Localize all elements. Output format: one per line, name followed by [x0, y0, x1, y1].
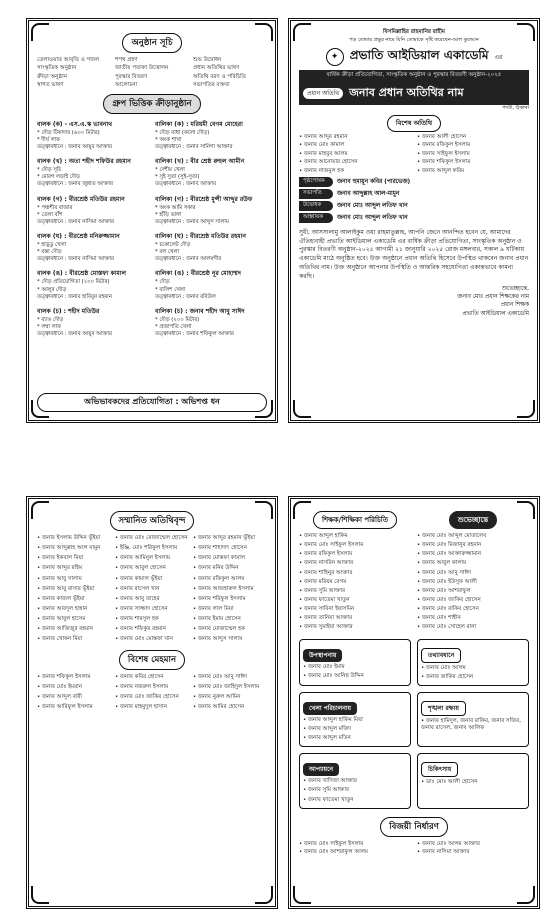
roles-list: [299, 177, 529, 223]
committee-member: • জনাব মোঃ আনিছ উদ্দিন: [303, 673, 407, 680]
guest-name: • জনাব মোস্তফা কামাল: [193, 555, 267, 562]
guest-name: • জনাব খোকন মিয়া: [37, 636, 111, 643]
committee-box: [299, 639, 411, 686]
group-line: * মোরগ লড়াই দৌড়: [37, 174, 80, 181]
guest-name: • জনাব আজিজুর রহমান: [37, 626, 111, 633]
guest-name: • জনাব আবদুল হান্নান: [37, 606, 111, 613]
bismillah: বিসমিল্লাহির রাহমানির রাহীম: [383, 29, 445, 35]
committee-title: শৃঙ্খলা রক্ষায়: [421, 701, 466, 716]
guest-name: • জনাব আবুল হাসেম: [37, 616, 111, 623]
group-line: তত্ত্বাবধানে : জনাব নাসিমা আক্তার: [37, 256, 114, 263]
wish-name: • জনাব মোঃ শাহীন: [417, 615, 529, 622]
committee-box: [417, 639, 529, 686]
group-head: বালিকা (গ) : বীরশ্রেষ্ঠ মুন্সী আব্দুর রউফ: [155, 195, 253, 203]
special-guest-name: • জনাব নুরুল আমিন: [193, 694, 267, 701]
ornament-corner: [293, 886, 311, 904]
guest-name: • জনাব শাহাদাৎ হোসেন: [193, 545, 267, 552]
judge-name: • জনাব মোঃ আশরাফুল আলম: [299, 849, 411, 856]
special-guest-name: • জনাব মোঃ জাহিদুল ইসলাম: [193, 684, 267, 691]
committee-title: তথ্যাবধানে: [421, 648, 461, 663]
group-cell: [155, 194, 267, 226]
guest-name: • জনাব ইমাম হোসেন: [193, 616, 267, 623]
special-guest: • জনাব মোঃ কামাল: [299, 142, 411, 149]
group-line: তত্ত্বাবধানে : জনাব আয়ুব আক্তার: [37, 143, 112, 150]
teacher-name: • জনাব নাসরিন আক্তার: [299, 560, 411, 567]
teacher-name: • জনাব শাহিনুর আক্তার: [299, 570, 411, 577]
group-head: বালক (ঘ) : বীরশ্রেষ্ঠ মনিরুজ্জামান: [37, 232, 120, 240]
wish-name: • জনাব মোঃ ইউসুফ আলী: [417, 579, 529, 586]
signature-block: [299, 285, 529, 317]
sign-line: প্রভাতি আইডিয়াল একাডেমি: [462, 310, 529, 317]
committee-member: • জনাব আব্দুল মজিদ: [303, 726, 407, 733]
role-row: [299, 201, 529, 211]
guest-name: • জনাব শফিকুর রহমান: [115, 626, 189, 633]
teacher-name: • জনাব রফিকুল ইসলাম: [299, 551, 411, 558]
special-guest: • জনাব সাইফুল ইসলাম: [417, 151, 529, 158]
special-guest-name: • জনাব শফিকুল ইসলাম: [37, 674, 111, 681]
guest-name: • জনাব ইসলাম উদ্দিন ভূঁইয়া: [37, 535, 111, 542]
group-head: বালক (ক) - এস.এ.স্ক ভাবনাথ: [37, 120, 113, 128]
schedule-item: শপথ গ্রহণ: [115, 57, 138, 63]
teacher-name: • জনাব সুমি আক্তার: [299, 588, 411, 595]
group-row: [37, 194, 267, 226]
special-guest-name: • জনাব আমির হোসেন: [193, 704, 267, 711]
committee-member: • জনাব জাকির হোসেন: [421, 674, 525, 681]
group-cell: [37, 231, 149, 263]
committee-member: • জনাব ফাতেমা খাতুন: [303, 797, 407, 804]
committee-box: [299, 692, 411, 747]
group-cell: [37, 306, 149, 338]
wish-name: • জনাব মোঃ জাকির হোসেন: [417, 597, 529, 604]
invitation-page: [288, 18, 540, 423]
invitation-letter: সুধী, আসসালামু আলাইকুম ওয়া রাহমাতুল্লাহ, আপনি জেনে আনন্দিত হবেন যে, আমাদের ঐতিহ্যবাহী প্রভাতি আইডিয়াল একাডেমি এর বার্ষিক ক্রীড়া প্রতিযোগিতা, সাংস্কৃতিক অনুষ্ঠান ও পুরস্কার বিতরণী অনুষ্ঠান-২০২৫ আগামী ২১ জানুয়ারি ২০২৫ রোজ মঙ্গলবার, সকাল ৯ ঘটিকায় একাডেমি মাঠে অনুষ্ঠিত হবে। উক্ত অনুষ্ঠানে প্রধান অতিথি হিসেবে উপস্থিত থাকবেন জনাব প্রধান অতিথির নাম। উক্ত অনুষ্ঠানে আপনার উপস্থিতি ও আন্তরিক সহযোগিতা একান্তভাবে কামনা করছি।: [299, 229, 529, 280]
committee-member: • জনাব খাদিজা আক্তার: [303, 778, 407, 785]
group-head: বালক (ঙ) : বীরশ্রেষ্ঠ মোস্তফা কামাল: [37, 270, 126, 278]
wish-name: • জনাব মোঃ মিজানুর রহমান: [417, 542, 529, 549]
role-row: [299, 189, 529, 199]
chief-guest-sub: পদবী, ঠিকানা: [502, 105, 529, 111]
committee-member: • ডাঃ মোঃ আলী হোসেন: [421, 779, 525, 786]
ornament-corner: [293, 400, 311, 418]
wish-name: • জনাব মোঃ আক্তারুজ্জামান: [417, 551, 529, 558]
group-line: * বালিশ খেলা: [155, 286, 186, 293]
sign-line: শুভেচ্ছান্তে,: [502, 286, 529, 293]
group-line: তত্ত্বাবধানে : জনাব আব্দুস সালাম: [155, 218, 229, 225]
schedule-item: অতিথি বরণ ও পরিচিতি: [193, 73, 246, 80]
committee-boxes: [299, 634, 529, 809]
group-line: * দৌড় প্রতিযোগিতা (২০০ মিটার): [37, 279, 110, 286]
group-line: তত্ত্বাবধানে : জনাব রবিউল: [155, 293, 216, 300]
special-guest-name: • জনাব নজরুল ইসলাম: [115, 684, 189, 691]
group-head: বালিকা (ঙ) : বীরশ্রেষ্ঠ নূর মোহাম্মদ: [155, 270, 241, 278]
teacher-name: • জনাব সুমাইয়া আক্তার: [299, 624, 411, 631]
group-row: [37, 306, 267, 338]
teacher-name: • জনাব তানিয়া আক্তার: [299, 615, 411, 622]
special-guest-name: • জনাব আব্দুল বারী: [37, 694, 111, 701]
special-guest: • জনাব আব্দুর রহমান: [299, 134, 411, 141]
group-line: * হাড়ুডু খেলা: [37, 241, 67, 248]
judge-name: • জনাব মোঃ সাইফুল ইসলাম: [299, 841, 411, 848]
special-guests-title: বিশেষ মেহমান: [119, 650, 185, 670]
guest-name: • জনাব আব্দুস সালাম: [193, 636, 267, 643]
wishes-list: [417, 533, 529, 632]
group-cell: [37, 268, 149, 300]
role-value: জনাব মোঃ আব্দুল লতিফ খান: [337, 215, 408, 222]
guest-name: • জনাব মোঃ মোজাম্মেল হোসেন: [115, 535, 189, 542]
group-line: তত্ত্বাবধানে : জনাব জুন্নাত আক্তার: [37, 181, 113, 188]
teacher-name: • জনাব মোঃ সাইফুল ইসলাম: [299, 542, 411, 549]
guest-name: • জনাব আবু বাসার ভূঁইয়া: [37, 586, 111, 593]
guest-name: • ইঞ্জি. মোঃ শরিফুল ইসলাম: [115, 545, 189, 552]
sign-line: প্রধান শিক্ষক: [500, 302, 529, 309]
group-line: তত্ত্বাবধানে : জনাব আয়ুব আক্তার: [37, 331, 112, 338]
wish-name: • জনাব মোঃ রাকিব হোসেন: [417, 606, 529, 613]
guests-page: [26, 496, 278, 909]
schedule-item: স্বাগত ভাষণ: [37, 82, 64, 89]
group-head: বালিকা (ক) : মরিয়মী বেগম মোহেরা: [155, 120, 243, 128]
group-line: * দৌড় সূচি: [37, 167, 62, 174]
special-guest: • জনাব রফিকুল ইসলাম: [417, 142, 529, 149]
wish-name: • জনাব মোঃ আবু সাঈদ: [417, 570, 529, 577]
committee-title: উপস্থাপনায়: [303, 649, 342, 662]
guest-name: • জনাব আব্দুল্লাহ আল মামুন: [37, 545, 111, 552]
group-line: * দৌড়: [155, 279, 170, 286]
group-row: [37, 268, 267, 300]
schedule-item: ক্রীড়া অনুষ্ঠান: [37, 73, 67, 80]
group-line: * আলুর দৌড়: [37, 286, 67, 293]
wish-name: • জনাব মোঃ আব্দুল মোতালেব: [417, 533, 529, 540]
group-cell: [37, 119, 149, 151]
group-row: [37, 119, 267, 151]
group-head: বালিকা (চ) : জনাব শহীদ আবু সাঈদ: [155, 307, 245, 315]
group-title: গ্রুপ ভিত্তিক ক্রীড়ানুষ্ঠান: [103, 94, 200, 114]
committee-member: • জনাব আব্দুল মতিন: [303, 735, 407, 742]
role-row: [299, 177, 529, 187]
guest-name: • জনাব মনির উদ্দিন: [193, 565, 267, 572]
role-label: পৃষ্ঠপোষক: [299, 177, 333, 187]
ornament-corner: [31, 886, 49, 904]
special-guest-name: • জনাব মাহমুদুল হাসান: [115, 704, 189, 711]
guest-name: • জনাব শামসুল হক: [115, 616, 189, 623]
guest-name: • জনাব লাল মিয়া: [193, 606, 267, 613]
guest-name: • জনাব কামাল ভূঁইয়া: [115, 576, 189, 583]
committee-page: [288, 496, 540, 909]
committee-title: আপ্যায়নে: [303, 763, 339, 776]
committee-box: [417, 692, 529, 747]
academy-logo-icon: ✦: [326, 48, 344, 66]
group-line: * দেশীয় খেলা: [155, 167, 185, 174]
group-line: * অংক শাখা: [155, 136, 182, 143]
group-cell: [37, 194, 149, 226]
judges-list: [299, 841, 529, 857]
teacher-name: • জনাব মরিয়ম বেগম: [299, 579, 411, 586]
group-line: * দীর্ঘ লাফ: [37, 136, 60, 143]
judge-name: • জনাব নাসিমা আক্তার: [417, 849, 529, 856]
group-line: * দৌড় টিকাদার (৬০০ মিটার): [37, 129, 100, 136]
schedule-list: [37, 57, 267, 90]
group-line: * প্রজাপতি খেলা: [155, 323, 192, 330]
special-guest: • জনাব আব্দুল করিম: [417, 168, 529, 175]
committee-member: • জনাব মোঃ ইমাম: [303, 664, 407, 671]
guest-name: • জনাব ইকবাল মিয়া: [37, 555, 111, 562]
sign-line: জনাব মোঃ প্রধান শিক্ষকের নাম: [457, 294, 529, 301]
special-guest-name: • জনাব মোঃ জাকির হোসেন: [115, 694, 189, 701]
group-head: বালক (গ) : বীরশ্রেষ্ঠ মতিউর রহমান: [37, 195, 125, 203]
group-cell: [155, 156, 267, 188]
group-line: * অংক আমি সকার: [155, 204, 196, 211]
guest-name: • জনাব আব্দুর রহমান ভূঁইয়া: [193, 535, 267, 542]
ornament-corner: [517, 400, 535, 418]
role-value: জনাব হুমায়ূন কবির (পারভেজ): [337, 179, 411, 186]
committee-box: [299, 753, 411, 808]
ornament-corner: [255, 886, 273, 904]
program-title: অনুষ্ঠান সূচি: [122, 33, 181, 53]
schedule-item: আলোচনা: [115, 82, 138, 89]
honored-guests-list: [37, 535, 267, 646]
committee-title: চিকিৎসায়: [421, 762, 458, 777]
role-label: সভাপতি: [299, 189, 333, 199]
committee-box: [417, 753, 529, 808]
group-cell: [37, 156, 149, 188]
chief-guest-tag: প্রধান অতিথি: [303, 88, 343, 99]
special-guest: • জনাব নাজমুল হক: [299, 168, 411, 175]
teacher-name: • জনাব ফাতেমা খাতুন: [299, 597, 411, 604]
group-line: তত্ত্বাবধানে : জনাব হাবিবুর রহমান: [37, 293, 112, 300]
committee-member: • জনাব সুমি আক্তার: [303, 787, 407, 794]
guest-name: • জনাব মোঃ মোস্তফা খান: [115, 636, 189, 643]
ornament-corner: [293, 501, 311, 519]
verse: পড় তোমার প্রভুর নামে যিনি তোমাকে সৃষ্টি করেছেন-আল কুরআন: [349, 37, 479, 43]
special-guest-name: • জনাব মোঃ আবু সাঈদ: [193, 674, 267, 681]
special-guests-list: [37, 674, 267, 714]
wish-name: • জনাব মোঃ আশরাফুল: [417, 588, 529, 595]
schedule-item: জাতীয় পতাকা উত্তোলন: [115, 65, 169, 72]
judge-name: • জনাব মোঃ আলম আক্তার: [417, 841, 529, 848]
group-head: বালিকা (খ) : বীর শ্রেষ্ঠ রুহুল আমীন: [155, 158, 245, 166]
chief-guest-name: জনাব প্রধান অতিথির নাম: [349, 86, 464, 99]
guest-name: • জনাব আবু তাহের: [115, 596, 189, 603]
role-label: উদ্বোধক: [299, 201, 333, 211]
event-title: বার্ষিক ক্রীড়া প্রতিযোগিতা, সাংস্কৃতিক অনুষ্ঠান ও পুরস্কার বিতরণী অনুষ্ঠান-২০২৫: [299, 70, 529, 82]
guest-name: • জনাব রাসেল খান: [115, 586, 189, 593]
ornament-corner: [293, 23, 311, 41]
group-line: * ব্যাঙ দৌড়: [37, 316, 64, 323]
committee-member: • জনাব আব্দুল হাকিম মিয়া: [303, 717, 407, 724]
guest-name: • জনাব আবু সালাম: [37, 576, 111, 583]
ornament-corner: [517, 23, 535, 41]
academy-name: প্রভাতি আইডিয়াল একাডেমি: [349, 48, 489, 62]
schedule-item: শুভ উদ্বোধন: [193, 57, 222, 63]
group-head: বালিকা (ঘ) : বীরশ্রেষ্ঠ মতিউর রহমান: [155, 232, 246, 240]
committee-member: • জনাব মোঃ আলম: [421, 665, 525, 672]
group-line: * হাঁড়ি ভাঙ্গা: [155, 211, 182, 218]
ornament-corner: [255, 501, 273, 519]
academy-header: [299, 47, 529, 67]
schedule-item: প্রধান অতিথির ভাষণ: [193, 65, 240, 72]
guest-name: • জনাব আবুল হোসেন: [115, 565, 189, 572]
committee-title: খেলা পরিচালনায়: [303, 702, 357, 715]
special-guests-list: [299, 134, 529, 175]
special-guest: • জনাব মাহবুব আলম: [299, 151, 411, 158]
group-line: * চকোলেট দৌড়: [155, 241, 191, 248]
guest-name: • জনাব সাজ্জাদ হোসেন: [115, 606, 189, 613]
special-guest-name: • জনাব আরিফুল ইসলাম: [37, 704, 111, 711]
program-page: [26, 18, 278, 423]
ornament-corner: [517, 501, 535, 519]
special-guest-name: • জনাব মোঃ ইমরান: [37, 684, 111, 691]
group-row: [37, 156, 267, 188]
group-cell: [155, 268, 267, 300]
group-line: * বল খেলা: [155, 249, 180, 256]
group-cell: [155, 119, 267, 151]
schedule-item: পুরস্কার বিতরণ: [115, 73, 148, 80]
teacher-name: • জনাব সাবিনা ইয়াসমিন: [299, 606, 411, 613]
group-cell: [155, 231, 267, 263]
teachers-title: শিক্ষক/শিক্ষিকা পরিচিতি: [313, 511, 397, 529]
guest-name: • জনাব আমিনুল ইসলাম: [115, 555, 189, 562]
chief-guest: [299, 82, 529, 105]
guest-name: • জনাব মোজাম্মেল হক: [193, 626, 267, 633]
group-line: * বস্তা দৌড়: [37, 249, 62, 256]
schedule-item: সাংস্কৃতিক অনুষ্ঠান: [37, 65, 77, 72]
teacher-name: • জনাব আব্দুল হাকিম: [299, 533, 411, 540]
group-line: * দৌড় বাধা (কলো দৌড়): [155, 129, 210, 136]
committee-member: • জনাব হামিদুল, জনাব রাকিব, জনাব সজিব, জনাব রাসেল, জনাব আলিফ: [421, 718, 525, 732]
special-guest: • জনাব আলী হোসেন: [417, 134, 529, 141]
group-cell: [155, 306, 267, 338]
group-line: তত্ত্বাবধানে : জনাব সানিগা আক্তার: [155, 143, 233, 150]
wishes-title: শুভেচ্ছান্তে: [449, 511, 497, 529]
role-row: [299, 213, 529, 223]
judges-title: বিজয়ী নির্ধারণ: [380, 817, 448, 837]
special-guests-title: বিশেষ অতিথি: [387, 115, 441, 132]
parents-competition: অভিভাবকদের প্রতিযোগিতা : অভিশপ্ত ধন: [37, 393, 267, 412]
guest-name: • জনাব কাজল ভূঁইয়া: [37, 596, 111, 603]
guest-name: • জনাব শরিফুল ইসলাম: [193, 596, 267, 603]
role-label: আহ্বায়ক: [299, 213, 333, 223]
group-line: * সুই সুতা (সুই-সুতা): [155, 174, 200, 181]
group-list: [37, 119, 267, 339]
group-head: বালক (চ) : শহীদ মতিউর: [37, 307, 100, 315]
group-line: তত্ত্বাবধানে : জনাব শফিকুল আক্তার: [155, 331, 234, 338]
wish-name: • জনাব আবুল কালাম: [417, 560, 529, 567]
group-line: * তেলা বাঁশ: [37, 211, 63, 218]
honored-guests-title: সম্মানিত অতিথিবৃন্দ: [110, 511, 195, 531]
group-line: তত্ত্বাবধানে : জনাব নাসিমা আক্তার: [37, 218, 114, 225]
guest-name: • জনাব আজহারুল ইসলাম: [193, 586, 267, 593]
group-head: বালক (খ) : অতা শহীদ শফিউর রহমান: [37, 158, 131, 166]
role-value: জনাব আব্দুল্লাহ আল-মামুন: [337, 191, 400, 198]
wish-name: • জনাব মোঃ সোহেল রানা: [417, 624, 529, 631]
group-line: * পঞ্চশীর বাজার: [37, 204, 73, 211]
group-line: * দৌড় (২০০ মিটার): [155, 316, 200, 323]
schedule-item: তেলাওয়াত আবৃতি ও গজল: [37, 57, 100, 63]
group-line: তত্ত্বাবধানে : জনাব আক্তার: [155, 181, 216, 188]
special-guest-name: • জনাব কবির হোসেন: [115, 674, 189, 681]
special-guest: • জনাব শফিকুল ইসলাম: [417, 159, 529, 166]
ornament-corner: [255, 23, 273, 41]
ornament-corner: [31, 23, 49, 41]
role-value: জনাব মোঃ আব্দুল লতিফ খান: [337, 203, 408, 210]
group-row: [37, 231, 267, 263]
ornament-corner: [517, 886, 535, 904]
academy-suffix: এর: [494, 53, 503, 61]
special-guest: • জনাব আনোয়ার হোসেন: [299, 159, 411, 166]
schedule-item: সভাপতির বক্তব্য: [193, 82, 230, 89]
group-line: * লম্বা লাফ: [37, 323, 61, 330]
ornament-corner: [31, 501, 49, 519]
teachers-list: [299, 533, 411, 632]
group-line: তত্ত্বাবধানে : জনাব আলমগীর: [155, 256, 222, 263]
guest-name: • জনাব রফিকুল আলম: [193, 576, 267, 583]
guest-name: • জনাব আব্দুর রহিম: [37, 565, 111, 572]
